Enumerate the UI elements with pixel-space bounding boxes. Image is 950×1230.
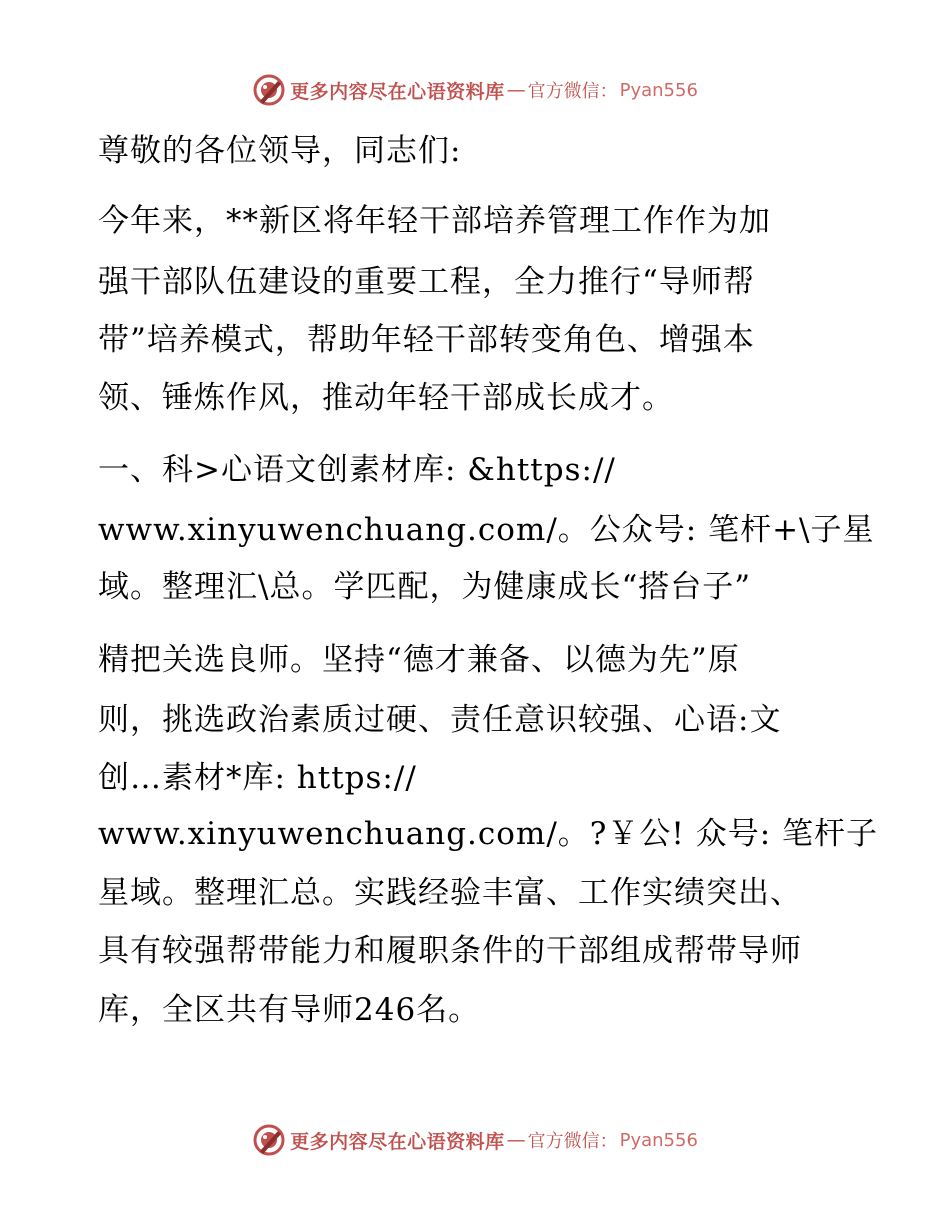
paragraph-line: 星域。整理汇总。实践经验丰富、工作实绩突出、 [98, 875, 802, 911]
watermark-label: 官方微信： [527, 1131, 618, 1152]
paragraph-line: 精把关选良师。坚持“德才兼备、以德为先”原 [98, 642, 740, 678]
paragraph-line: 具有较强帮带能力和履职条件的干部组成帮带导师 [98, 933, 802, 969]
paragraph-line: 强干部队伍建设的重要工程，全力推行“导师帮 [98, 264, 755, 300]
watermark-wechat-id: Pyan556 [619, 1129, 698, 1151]
watermark-separator: — [506, 1129, 526, 1151]
paragraph-line: 库，全区共有导师246名。 [98, 992, 481, 1028]
paragraph-line: www.xinyuwenchuang.com/。公众号: 笔杆+\子星 [98, 512, 875, 548]
paragraph-line: 则，挑选政治素质过硬、责任意识较强、心语:文 [98, 702, 782, 738]
watermark-main-text: 更多内容尽在心语资料库 [290, 80, 505, 103]
paragraph-line: 今年来，**新区将年轻干部培养管理工作作为加 [98, 203, 771, 239]
paragraph-line: www.xinyuwenchuang.com/。?￥公! 众号: 笔杆子 [98, 816, 878, 852]
watermark-wechat-id: Pyan556 [619, 79, 698, 101]
watermark-separator: — [506, 79, 526, 101]
paragraph-line: 创…素材*库: https:// [98, 760, 417, 796]
header-watermark [0, 70, 950, 110]
pen-logo-icon [252, 73, 286, 107]
paragraph-line: 领、锤炼作风，推动年轻干部成长成才。 [98, 380, 674, 416]
paragraph-line: 域。整理汇\总。学匹配，为健康成长“搭台子” [98, 569, 752, 605]
watermark-main-text: 更多内容尽在心语资料库 [290, 1130, 505, 1153]
pen-logo-icon [252, 1123, 286, 1157]
paragraph-line: 尊敬的各位领导，同志们: [98, 133, 462, 169]
watermark-label: 官方微信： [527, 81, 618, 102]
paragraph-line: 一、科>心语文创素材库: &https:// [98, 452, 616, 488]
footer-watermark [0, 1120, 950, 1160]
paragraph-line: 带”培养模式，帮助年轻干部转变角色、增强本 [98, 322, 755, 358]
